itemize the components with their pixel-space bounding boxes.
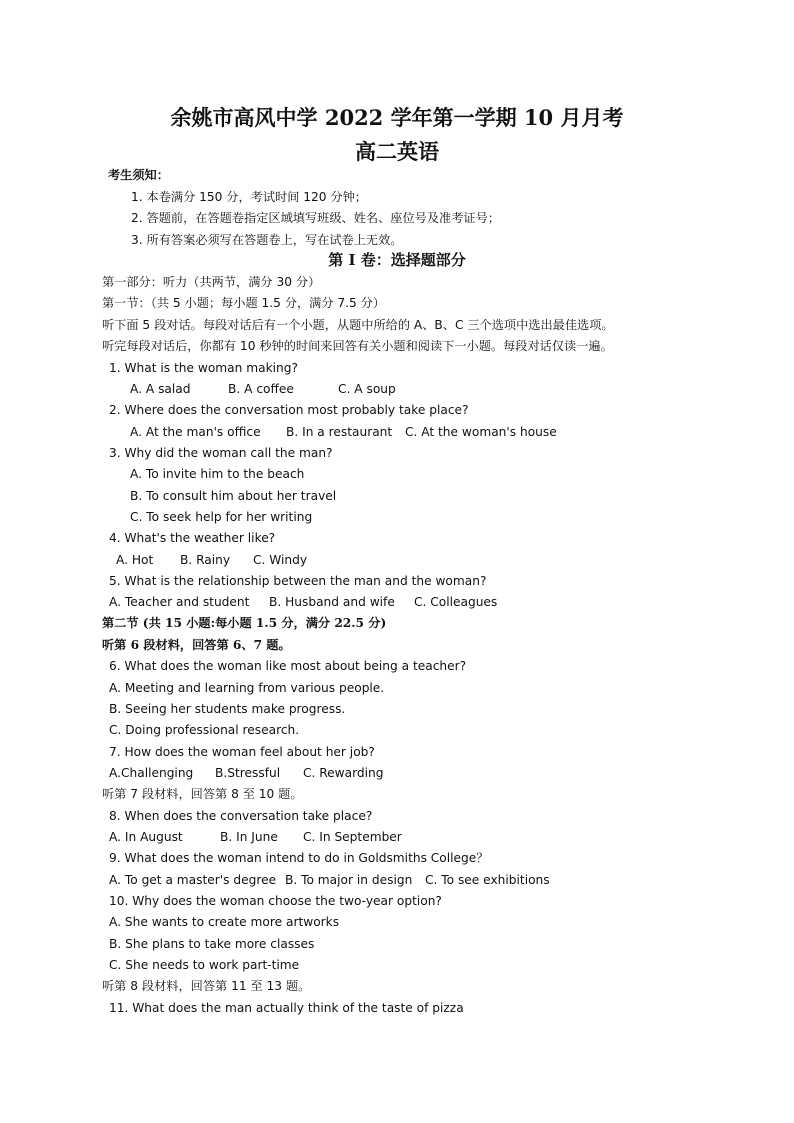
question-2-stem: 2. Where does the conversation most probably take place? [109, 403, 469, 417]
question-9-stem: 9. What does the woman intend to do in Goldsmiths College？ [109, 851, 489, 865]
question-11-stem: 11. What does the man actually think of the taste of pizza [109, 1001, 464, 1015]
question-9-option-c: C. To see exhibitions [425, 873, 550, 887]
question-10-option-b: B. She plans to take more classes [109, 937, 315, 951]
exam-subject: 高二英语 [355, 139, 439, 164]
question-3-stem: 3. Why did the woman call the man? [109, 446, 333, 460]
question-5-option-b: B. Husband and wife [269, 595, 395, 609]
question-3-option-a: A. To invite him to the beach [130, 467, 305, 481]
part1-heading: 第一部分：听力（共两节，满分 30 分） [102, 275, 321, 289]
section1-instruction-1: 听下面 5 段对话。每段对话后有一个小题，从题中所给的 A、B、C 三个选项中选出最佳选项。 [102, 318, 614, 332]
question-5-stem: 5. What is the relationship between the man and the woman? [109, 574, 487, 588]
question-1-option-a: A. A salad [130, 382, 191, 396]
question-9-option-b: B. To major in design [285, 873, 413, 887]
notice-heading: 考生须知： [108, 168, 169, 182]
question-10-option-c: C. She needs to work part-time [109, 958, 300, 972]
exam-title: 余姚市高风中学 2022 学年第一学期 10 月月考 [170, 105, 624, 130]
question-8-option-c: C. In September [303, 830, 402, 844]
question-4-option-a: A. Hot [116, 553, 154, 567]
question-7-option-a: A.Challenging [109, 766, 194, 780]
material-7-instruction: 听第 7 段材料，回答第 8 至 10 题。 [102, 787, 303, 801]
question-2-option-b: B. In a restaurant [286, 425, 393, 439]
question-7-option-c: C. Rewarding [303, 766, 384, 780]
material-6-instruction: 听第 6 段材料，回答第 6、7 题。 [102, 638, 291, 652]
question-2-option-a: A. At the man's office [130, 425, 261, 439]
question-1-option-b: B. A coffee [228, 382, 294, 396]
section2-heading: 第二节 (共 15 小题:每小题 1.5 分，满分 22.5 分) [102, 616, 387, 630]
question-6-option-b: B. Seeing her students make progress. [109, 702, 346, 716]
question-9-option-a: A. To get a master's degree [109, 873, 277, 887]
question-8-stem: 8. When does the conversation take place? [109, 809, 373, 823]
question-10-stem: 10. Why does the woman choose the two-year option? [109, 894, 442, 908]
question-10-option-a: A. She wants to create more artworks [109, 915, 340, 929]
notice-item-2: 2. 答题前，在答题卷指定区域填写班级、姓名、座位号及准考证号； [131, 211, 500, 225]
question-6-option-a: A. Meeting and learning from various people. [109, 681, 385, 695]
question-4-option-c: C. Windy [253, 553, 308, 567]
question-6-option-c: C. Doing professional research. [109, 723, 300, 737]
question-8-option-a: A. In August [109, 830, 183, 844]
notice-item-1: 1. 本卷满分 150 分，考试时间 120 分钟； [131, 190, 367, 204]
section-title: 第 I 卷：选择题部分 [328, 251, 466, 269]
question-5-option-c: C. Colleagues [414, 595, 498, 609]
question-6-stem: 6. What does the woman like most about being a teacher? [109, 659, 467, 673]
notice-item-3: 3. 所有答案必须写在答题卷上，写在试卷上无效。 [131, 233, 403, 247]
question-4-stem: 4. What's the weather like? [109, 531, 276, 545]
question-7-option-b: B.Stressful [215, 766, 281, 780]
question-8-option-b: B. In June [220, 830, 278, 844]
question-1-option-c: C. A soup [338, 382, 396, 396]
question-5-option-a: A. Teacher and student [109, 595, 250, 609]
question-4-option-b: B. Rainy [180, 553, 231, 567]
question-3-option-c: C. To seek help for her writing [130, 510, 313, 524]
question-2-option-c: C. At the woman's house [405, 425, 557, 439]
question-7-stem: 7. How does the woman feel about her job? [109, 745, 375, 759]
question-1-stem: 1. What is the woman making? [109, 361, 298, 375]
material-8-instruction: 听第 8 段材料，回答第 11 至 13 题。 [102, 979, 311, 993]
section1-heading: 第一节：（共 5 小题；每小题 1.5 分，满分 7.5 分） [102, 296, 386, 310]
question-3-option-b: B. To consult him about her travel [130, 489, 337, 503]
section1-instruction-2: 听完每段对话后，你都有 10 秒钟的时间来回答有关小题和阅读下一小题。每段对话仅读一遍。 [102, 339, 613, 353]
